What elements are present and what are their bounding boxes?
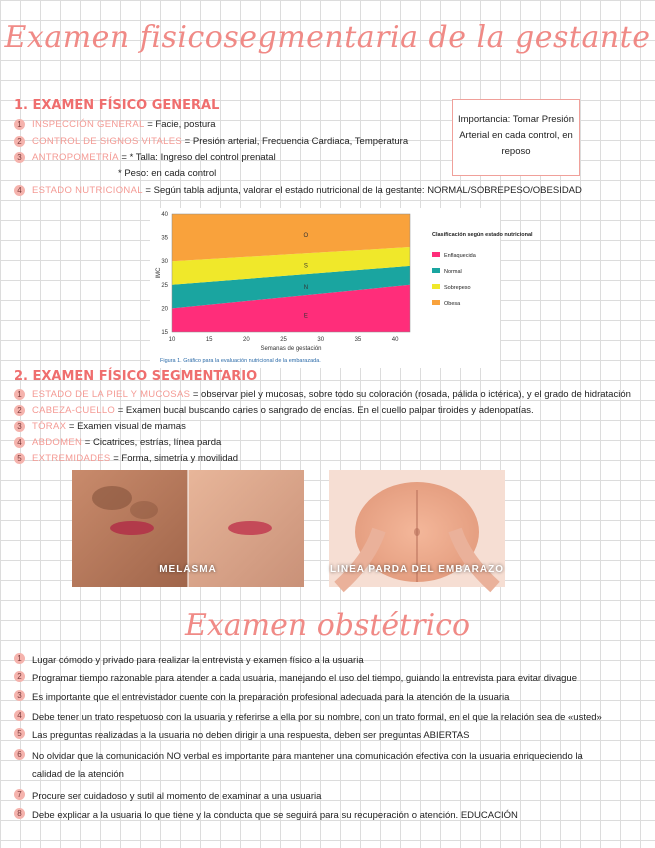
obstetric-item-3 (14, 689, 634, 707)
s1-item-3: 3 ANTROPOMETRÍA = * Talla: Ingreso del control prenatal (14, 152, 276, 163)
y-tick-label: 35 (161, 235, 168, 242)
x-tick-label: 30 (317, 337, 325, 343)
term: ESTADO NUTRICIONAL (32, 185, 143, 196)
bmi-chart-svg (150, 208, 533, 368)
x-tick-label: 40 (391, 337, 399, 343)
importance-note: Importancia: Tomar Presión Arterial en cada control, en reposo (452, 99, 580, 176)
desc: Según tabla adjunta, valorar el estado nutricional de la gestante: NORMAL/SOBREPESO/OBESIDAD (153, 185, 582, 196)
melasma-photo (72, 470, 304, 587)
y-axis-label: IMC (156, 267, 162, 279)
item-text: No olvidar que la comunicación NO verbal es importante para mantener una comunicación efectiva con la usuaria enriqueciendo la calidad de la atención (32, 751, 583, 780)
number-badge: 4 (14, 185, 25, 196)
bmi-chart (150, 208, 533, 368)
number-badge: 5 (14, 453, 25, 464)
item-text: Debe tener un trato respetuoso con la usuaria y referirse a ella por su nombre, con un trato formal, en el que la relación sea de «usted» (32, 712, 602, 723)
legend-label: Enflaquecida (444, 253, 476, 259)
y-tick-label: 15 (161, 330, 168, 336)
number-badge: 3 (14, 421, 25, 432)
term: INSPECCIÓN GENERAL (32, 119, 145, 130)
s2-item-1: 1 ESTADO DE LA PIEL Y MUCOSAS = observar piel y mucosas, sobre todo su coloración (rosada, pálida o ictérica), y el grado de hidratación (14, 389, 631, 400)
page-title: Examen fisicosegmentaria de la gestante (4, 20, 651, 55)
obstetric-item-8 (14, 807, 634, 825)
number-badge: 5 (14, 728, 25, 739)
number-badge: 6 (14, 749, 25, 760)
number-badge: 8 (14, 808, 25, 819)
y-tick-label: 20 (161, 306, 168, 313)
term: TÓRAX (32, 421, 67, 432)
desc: Forma, simetría y movilidad (121, 453, 239, 464)
number-badge: 3 (14, 690, 25, 701)
number-badge: 2 (14, 671, 25, 682)
item-text: Debe explicar a la usuaria lo que tiene y la conducta que se seguirá para su recuperación o atención. EDUCACIÓN (32, 810, 518, 821)
x-tick-label: 35 (354, 337, 362, 343)
s1-item-2: 2 CONTROL DE SIGNOS VITALES = Presión arterial, Frecuencia Cardiaca, Temperatura (14, 136, 408, 147)
section-2-heading: 2. EXAMEN FÍSICO SEGMENTARIO (14, 369, 258, 384)
desc: observar piel y mucosas, sobre todo su coloración (rosada, pálida o ictérica), y el grado de hidratación (201, 389, 631, 400)
legend-label: Normal (444, 269, 462, 275)
chart-caption: Figura 1. Gráfico para la evaluación nutricional de la embarazada. (160, 358, 321, 364)
number-badge: 4 (14, 437, 25, 448)
number-badge: 7 (14, 789, 25, 800)
section-1-heading: 1. EXAMEN FÍSICO GENERAL (14, 98, 220, 113)
term: CABEZA-CUELLO (32, 405, 116, 416)
legend-label: Sobrepeso (444, 285, 471, 291)
item-text: Es importante que el entrevistador cuente con la preparación profesional adecuada para la atención de la usuaria (32, 692, 510, 703)
s2-item-3: 3 TÓRAX = Examen visual de mamas (14, 421, 186, 432)
y-tick-label: 40 (161, 212, 168, 218)
number-badge: 4 (14, 710, 25, 721)
desc: * Talla: Ingreso del control prenatal (129, 152, 276, 163)
number-badge: 2 (14, 136, 25, 147)
item-text: Procure ser cuidadoso y sutil al momento de examinar a una usuaria (32, 791, 322, 802)
y-tick-label: 25 (161, 282, 168, 289)
obstetric-item-4 (14, 709, 634, 727)
band-letter: S (303, 263, 308, 270)
number-badge: 2 (14, 405, 25, 416)
legend-swatch (432, 300, 440, 305)
legend-swatch (432, 252, 440, 257)
legend-swatch (432, 284, 440, 289)
number-badge: 3 (14, 152, 25, 163)
s1-item-1: 1 INSPECCIÓN GENERAL = Facie, postura (14, 119, 216, 130)
band-letter: O (303, 233, 309, 240)
obstetric-item-7 (14, 788, 634, 806)
x-tick-label: 20 (243, 337, 250, 343)
desc: Examen visual de mamas (77, 421, 186, 432)
obstetric-item-2 (14, 670, 634, 688)
term: CONTROL DE SIGNOS VITALES (32, 136, 183, 147)
term: ANTROPOMETRÍA (32, 152, 119, 163)
s2-item-4: 4 ABDOMEN = Cicatrices, estrías, línea parda (14, 437, 221, 448)
number-badge: 1 (14, 389, 25, 400)
legend-title: Clasificación según estado nutricional (432, 232, 533, 238)
band-letter: N (303, 284, 309, 291)
number-badge: 1 (14, 119, 25, 130)
s1-item-4: 4 ESTADO NUTRICIONAL = Según tabla adjunta, valorar el estado nutricional de la gestante: NORMAL/SOBREPESO/OBESIDAD (14, 185, 582, 196)
item-text: Programar tiempo razonable para atender a cada usuaria, manejando el uso del tiempo, guiando la entrevista para evitar divague (32, 673, 578, 684)
term: EXTREMIDADES (32, 453, 111, 464)
obstetric-item-5 (14, 727, 634, 745)
desc: Presión arterial, Frecuencia Cardiaca, Temperatura (192, 136, 409, 147)
band-letter: E (303, 313, 308, 320)
obstetric-item-6 (14, 748, 614, 784)
s2-item-5: 5 EXTREMIDADES = Forma, simetría y movilidad (14, 453, 238, 464)
item-text: Las preguntas realizadas a la usuaria no deben dirigir a una respuesta, deben ser preguntas ABIERTAS (32, 730, 470, 741)
item-text: Lugar cómodo y privado para realizar la entrevista y examen físico a la usuaria (32, 655, 364, 666)
x-tick-label: 10 (168, 337, 176, 343)
linea-nigra-photo (329, 470, 505, 587)
x-axis-label: Semanas de gestación (260, 346, 322, 352)
term: ESTADO DE LA PIEL Y MUCOSAS (32, 389, 191, 400)
s2-item-2: 2 CABEZA-CUELLO = Examen bucal buscando caries o sangrado de encías. En el cuello palpar tiroides y adenopatías. (14, 405, 534, 416)
number-badge: 1 (14, 653, 25, 664)
desc: Examen bucal buscando caries o sangrado de encías. En el cuello palpar tiroides y adenopatías. (125, 405, 534, 416)
legend-swatch (432, 268, 440, 273)
desc: Cicatrices, estrías, línea parda (92, 437, 222, 448)
obstetric-title: Examen obstétrico (184, 608, 471, 643)
desc: Facie, postura (155, 119, 216, 130)
photo-caption: MELASMA (159, 564, 217, 575)
term: ABDOMEN (32, 437, 83, 448)
x-tick-label: 15 (205, 337, 213, 343)
y-tick-label: 30 (161, 259, 168, 266)
photo-caption: LINEA PARDA DEL EMBARAZO (330, 564, 504, 575)
obstetric-item-1 (14, 652, 634, 670)
x-tick-label: 25 (280, 337, 287, 343)
legend-label: Obesa (444, 301, 461, 307)
s1-extra-line: * Peso: en cada control (118, 168, 217, 179)
